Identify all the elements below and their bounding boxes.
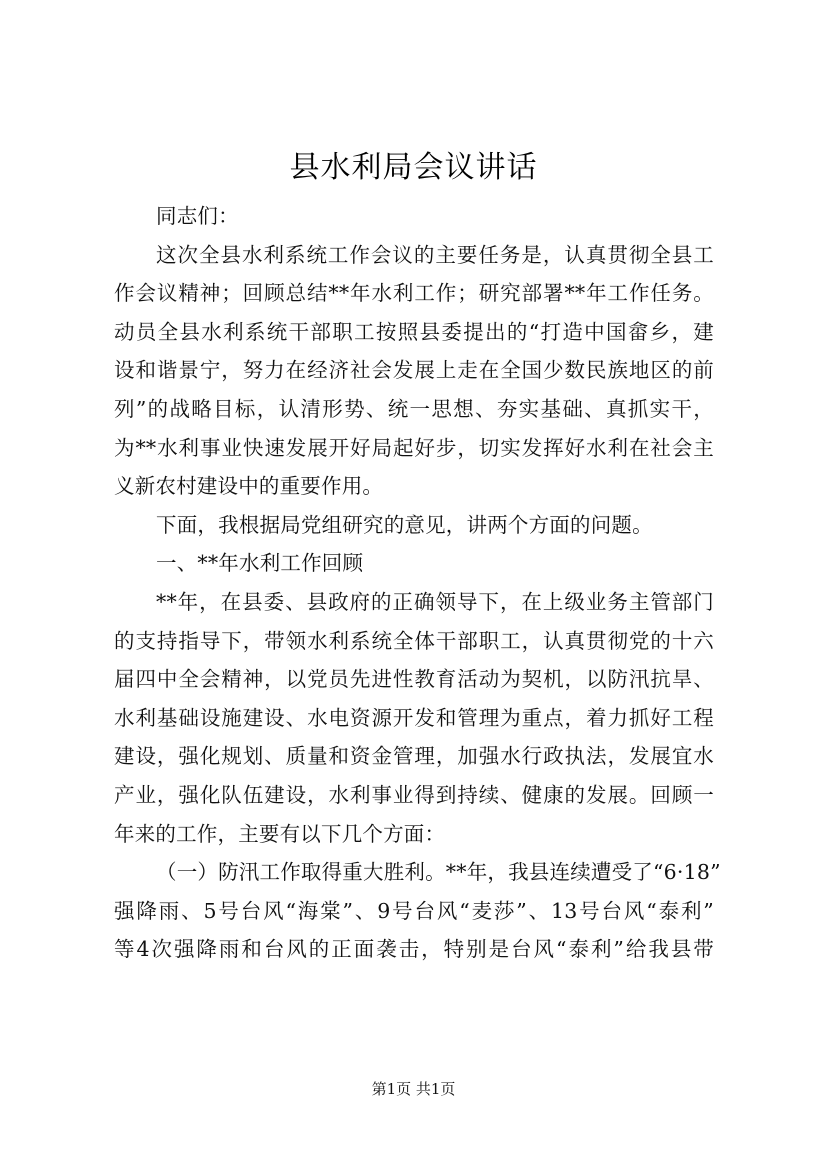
text-line: （一）防汛工作取得重大胜利。**年，我县连续遭受了“6·18” [156, 860, 721, 885]
text-line: 列”的战略目标，认清形势、统一思想、夯实基础、真抓实干， [114, 396, 714, 421]
text-line: 等4次强降雨和台风的正面袭击，特别是台风“泰利”给我县带 [114, 937, 714, 962]
text-line: 届四中全会精神，以党员先进性教育活动为契机，以防汛抗旱、 [114, 667, 714, 692]
text-line: 同志们： [156, 204, 239, 228]
text-line: 强降雨、5号台风“海棠”、9号台风“麦莎”、13号台风“泰利” [114, 898, 714, 923]
text-line: 动员全县水利系统干部职工按照县委提出的“打造中国畲乡，建 [114, 319, 714, 344]
text-line: 下面，我根据局党组研究的意见，讲两个方面的问题。 [156, 512, 653, 537]
text-line: 一、**年水利工作回顾 [156, 551, 364, 576]
page-footer: 第1页 共1页 [371, 1080, 456, 1098]
text-line: 为**水利事业快速发展开好局起好步，切实发挥好水利在社会主 [114, 435, 714, 460]
text-line: 这次全县水利系统工作会议的主要任务是，认真贯彻全县工 [156, 242, 714, 267]
text-line: 义新农村建设中的重要作用。 [114, 474, 384, 499]
text-line: 建设，强化规划、质量和资金管理，加强水行政执法，发展宜水 [114, 744, 714, 769]
text-line: 年来的工作，主要有以下几个方面： [114, 821, 446, 846]
document-body [114, 197, 721, 969]
text-line: **年，在县委、县政府的正确领导下，在上级业务主管部门 [156, 589, 714, 614]
text-line: 作会议精神；回顾总结**年水利工作；研究部署**年工作任务。 [114, 281, 714, 306]
text-line: 产业，强化队伍建设，水利事业得到持续、健康的发展。回顾一 [114, 782, 714, 807]
text-line: 设和谐景宁，努力在经济社会发展上走在全国少数民族地区的前 [114, 358, 714, 383]
document-title: 县水利局会议讲话 [289, 150, 538, 185]
text-line: 的支持指导下，带领水利系统全体干部职工，认真贯彻党的十六 [114, 628, 714, 653]
text-line: 水利基础设施建设、水电资源开发和管理为重点，着力抓好工程 [114, 705, 714, 730]
